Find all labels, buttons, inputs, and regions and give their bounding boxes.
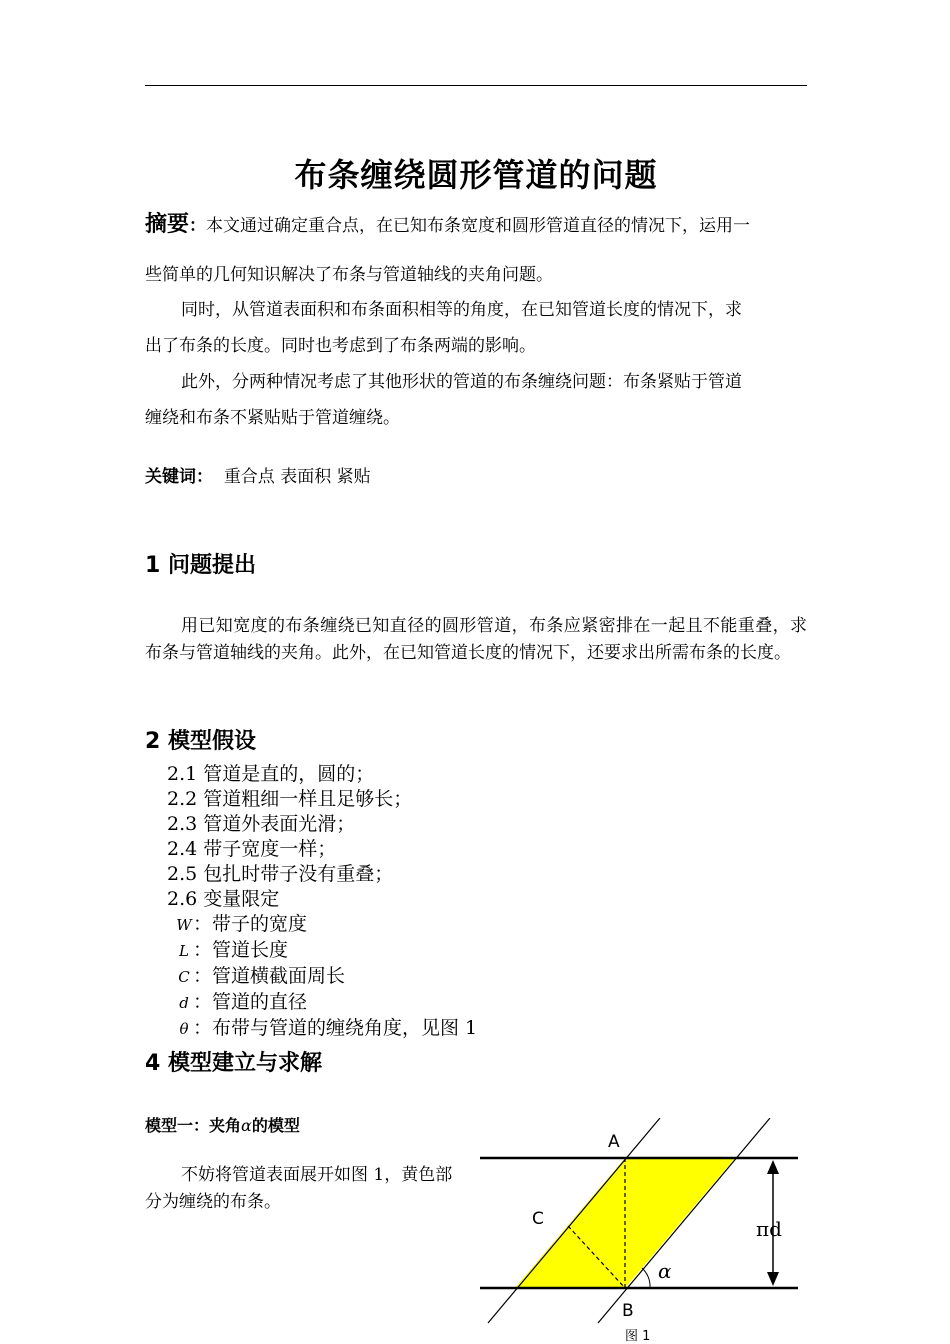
variable-symbol: θ [179,1020,189,1038]
keywords-items: 重合点 表面积 紧贴 [223,467,371,487]
variable-symbol: C [178,968,190,986]
abstract-paragraph-2a [145,290,807,330]
abstract-text-3a: 此外，分两种情况考虑了其他形状的管道的布条缠绕问题：布条紧贴于管道 [181,372,742,392]
keywords-label: 关键词： [145,467,213,487]
abstract-text-2a: 同时，从管道表面积和布条面积相等的角度，在已知管道长度的情况下，求 [181,300,742,320]
label-A: A [608,1132,620,1152]
abstract-text-1a: 本文通过确定重合点，在已知布条宽度和圆形管道直径的情况下，运用一 [206,216,751,236]
variable-item [175,964,477,990]
label-pi-d: πd [756,1217,782,1241]
figure-1-caption: 图 1 [625,1329,651,1344]
abstract-label-colon: ： [189,216,207,236]
variable-item [175,1016,477,1042]
label-C: C [532,1209,544,1229]
height-arrow-head-bottom [767,1272,779,1286]
abstract-text-3b: 缠绕和布条不紧贴贴于管道缠绕。 [145,408,400,428]
variable-item [175,912,477,938]
abstract-label: 摘要 [145,212,190,237]
keywords [145,462,371,487]
abstract-text-1b: 些简单的几何知识解决了布条与管道轴线的夹角问题。 [145,265,553,285]
variable-desc: ：带子的宽度 [193,913,308,935]
abstract-text-2b: 出了布条的长度。同时也考虑到了布条两端的影响。 [145,336,536,356]
assumption-item: 2.5 包扎时带子没有重叠； [167,863,394,885]
header-rule [145,85,807,86]
variable-desc: ：管道横截面周长 [193,965,346,987]
variable-list [175,912,477,1042]
variable-symbol: W [176,916,192,934]
section-1-heading: 1 问题提出 [145,553,256,578]
variable-desc: ：管道长度 [193,939,289,961]
label-alpha: α [658,1259,672,1283]
model-1-subheading: 模型一：夹角α的模型 [145,1116,300,1135]
assumption-item: 2.1 管道是直的，圆的； [167,763,375,785]
assumption-item: 2.3 管道外表面光滑； [167,813,356,835]
variable-symbol: d [179,994,189,1012]
abstract-paragraph-1 [145,205,807,246]
assumption-list [167,762,412,912]
height-arrow-head-top [767,1160,779,1174]
variable-desc: ：管道的直径 [193,991,308,1013]
model-1-body: 不妨将管道表面展开如图 1，黄色部分为缠绕的布条。 [145,1165,453,1212]
assumption-item: 2.2 管道粗细一样且足够长； [167,788,413,810]
paper-title: 布条缠绕圆形管道的问题 [294,156,658,194]
section-1-body: 用已知宽度的布条缠绕已知直径的圆形管道，布条应紧密排在一起且不能重叠，求布条与管道轴线的夹角。此外，在已知管道长度的情况下，还要求出所需布条的长度。 [145,616,807,663]
label-B: B [622,1301,634,1321]
alpha-arc [642,1268,650,1288]
variable-item [175,990,477,1016]
assumption-item: 2.4 带子宽度一样； [167,838,337,860]
variable-item [175,938,477,964]
assumption-item: 2.6 变量限定 [167,888,280,910]
variable-desc: ：布带与管道的缠绕角度，见图 1 [193,1017,478,1039]
section-4-heading: 4 模型建立与求解 [145,1051,322,1076]
section-2-heading: 2 模型假设 [145,729,256,754]
abstract-paragraph-3a [145,362,807,402]
alpha-symbol: α [241,1116,252,1135]
variable-symbol: L [179,942,189,960]
figure-1-diagram [470,1118,810,1328]
